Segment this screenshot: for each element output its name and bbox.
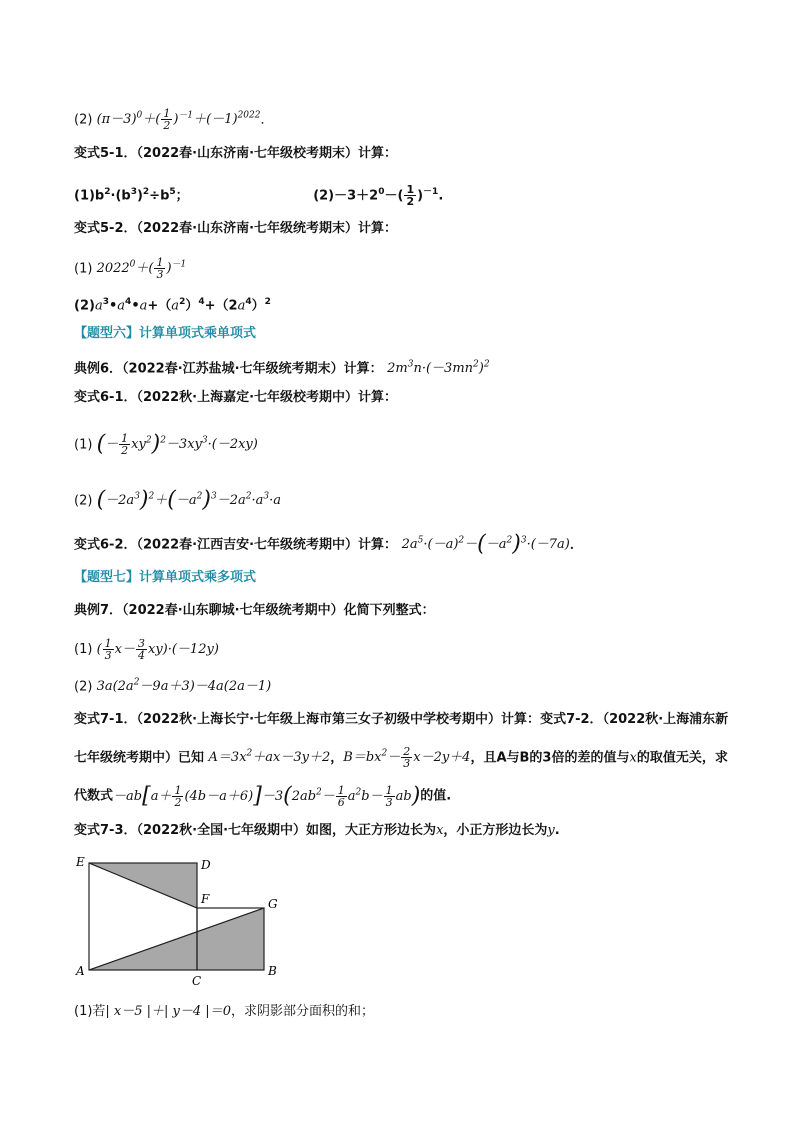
variant-label: 变式7-1． xyxy=(74,712,137,727)
label-E: E xyxy=(76,855,85,869)
section-6-title: 【题型六】计算单项式乘单项式 xyxy=(74,326,257,341)
label-B: B xyxy=(268,964,277,978)
variant-source: （2022春·山东济南·七年级校考期末）计算： xyxy=(136,146,398,161)
variant-5-1-header xyxy=(74,145,397,163)
math-expression: $(-2a^3)^2+(-a^2)^3-2a^2\cdot a^3\cdot a$ xyxy=(96,487,281,513)
part-2-label: (2) xyxy=(74,493,93,509)
variant-label: 变式7-3． xyxy=(74,823,137,838)
variant-7-1-and-7-2: 变式7-1．（2022秋·上海长宁·七年级上海市第三女子初级中学校考期中）计算：变式7-2．（2022秋·上海浦东新七年级统考期中）已知 $A=3x^2+ax-3y+2$，$B=bx^2-$ $\frac{2}{3}$ x－2y＋4，且A与B的3倍的差的值与x的取值无关，求代数式－ab[a＋ $\frac{1}{2}$ $(4b-a+6)]-3(2ab^2-$ $\frac{1}{6}$ $a^2b-$ $\frac{1}{3}$ ab)的值. xyxy=(74,712,729,809)
math-expression: $(\pi-3)^0+$( $\frac{1}{2}$ )$^{-1}+(-1)^{2022}$ xyxy=(96,107,261,133)
variant-label: 变式6-2． xyxy=(74,537,137,553)
example-7-part-1 xyxy=(74,638,219,661)
part-2-end: . xyxy=(438,188,444,204)
label-G: G xyxy=(268,897,278,911)
label-C: C xyxy=(192,974,202,985)
variant-label: 变式5-2． xyxy=(74,221,137,236)
variant-source: （2022秋·上海长宁·七年级上海市第三女子初级中学校考期中）计算： xyxy=(136,712,541,727)
part-2-close: ) xyxy=(417,188,424,204)
variant-7-3: 变式7-3．（2022秋·全国·七年级期中）如图，大正方形边长为x，小正方形边长为y. xyxy=(74,823,560,838)
square-diagram xyxy=(74,855,294,985)
question-text: ，求阴影部分面积的和； xyxy=(230,1004,374,1019)
variant-label: 变式6-1． xyxy=(74,390,137,405)
part-label: (2) xyxy=(74,112,93,128)
example-source: （2022春·山东聊城·七年级统考期中）化简下列整式： xyxy=(122,603,435,618)
part-2-label: (2)－3＋2 xyxy=(313,188,379,204)
example-7-header xyxy=(74,602,435,620)
variant-source: （2022秋·全国·七年级期中）如图，大正方形边长为 xyxy=(136,823,437,838)
label-F: F xyxy=(201,892,210,906)
variant-6-1-part-2 xyxy=(74,487,281,513)
part-2-mid: －( xyxy=(384,188,404,204)
variant-mid-text-2: 的取值无关，求代数式 xyxy=(74,750,728,804)
example-label: 典例6． xyxy=(74,361,123,377)
math-expression: ( $\frac{1}{3}$ x－ $\frac{3}{4}$ xy)·(－12y) xyxy=(96,637,219,662)
variant-mid-text: ，小正方形边长为 xyxy=(443,823,548,838)
diagram-body xyxy=(75,855,278,985)
math-expression: $2a^5\cdot(-a)^2-(-a^2)^3\cdot(-7a)$ xyxy=(401,531,570,557)
variant-label-2: 变式7-2． xyxy=(540,712,603,727)
variant-5-2-header xyxy=(74,220,397,238)
math-expression: $2m^3n\cdot(-3mn^2)^2$ xyxy=(387,360,490,377)
variant-5-2-part-2: $(2)a^3•a^4•a+(a^2)^4+(2a^4)^2$ xyxy=(74,297,271,314)
variant-mid-text: ，且A与B的3倍的差的值与 xyxy=(470,750,630,766)
math-expression: (－ $\frac{1}{2}$ $xy^2)^2-3xy^3\cdot(-2xy)$ xyxy=(96,431,258,458)
variant-source: （2022秋·上海嘉定·七年级校考期中）计算： xyxy=(136,390,398,405)
section-7-title: 【题型七】计算单项式乘多项式 xyxy=(74,570,257,585)
example-7-part-2 xyxy=(74,674,271,696)
math-expression: | x－5 |＋| y－4 |＝0 xyxy=(105,1004,231,1019)
part-1-label: (1)若 xyxy=(74,1004,106,1019)
variant-source-2: （2022秋·上海浦东新七年级统考期中）已知 xyxy=(74,712,729,766)
final-question-part-1 xyxy=(74,1003,374,1021)
variant-source: （2022春·山东济南·七年级统考期末）计算： xyxy=(136,221,398,236)
variant-label: 变式5-1． xyxy=(74,146,137,161)
variant-6-1-header xyxy=(74,389,397,407)
part-1-label: (1) xyxy=(74,437,93,453)
example-6 xyxy=(74,356,490,378)
variant-6-2: 变式6-2．（2022春·江西吉安·七年级统考期中）计算： $2a^5\cdot(-a)^2-(-a^2)^3\cdot(-7a)$． xyxy=(74,531,583,557)
label-D: D xyxy=(201,858,211,872)
variant-5-1-parts: $(1)b^2\cdot(b^3)^2\div b^5$； $(2)-3+2^0-$( $\frac{1}{2}$ )$^{-1}$. xyxy=(74,183,444,209)
variant-end-text: . xyxy=(554,823,560,838)
variant-end-text: 的值. xyxy=(420,788,452,804)
problem-5-part-2: (2) $(\pi-3)^0+$( $\frac{1}{2}$ )$^{-1}+(-1)^{2022}$． xyxy=(74,107,274,133)
variant-source: （2022春·江西吉安·七年级统考期中）计算： xyxy=(136,537,398,553)
part-1-label: (1) xyxy=(74,261,93,277)
part-1-label: (1)b xyxy=(74,188,105,204)
example-label: 典例7． xyxy=(74,603,123,618)
math-expression: $3a(2a^2-9a+3)-4a(2a-1)$ xyxy=(96,678,272,695)
part-2-label: (2) xyxy=(74,298,95,314)
math-expression: $2022^0+$( $\frac{1}{3}$ )$^{-1}$ xyxy=(96,256,187,282)
variant-5-2-part-1 xyxy=(74,256,186,280)
label-A: A xyxy=(76,964,85,978)
part-2-label: (2) xyxy=(74,679,93,695)
variant-6-1-part-1 xyxy=(74,432,258,456)
part-1-label: (1) xyxy=(74,642,93,657)
example-source: （2022春·江苏盐城·七年级统考期末）计算： xyxy=(122,361,383,377)
